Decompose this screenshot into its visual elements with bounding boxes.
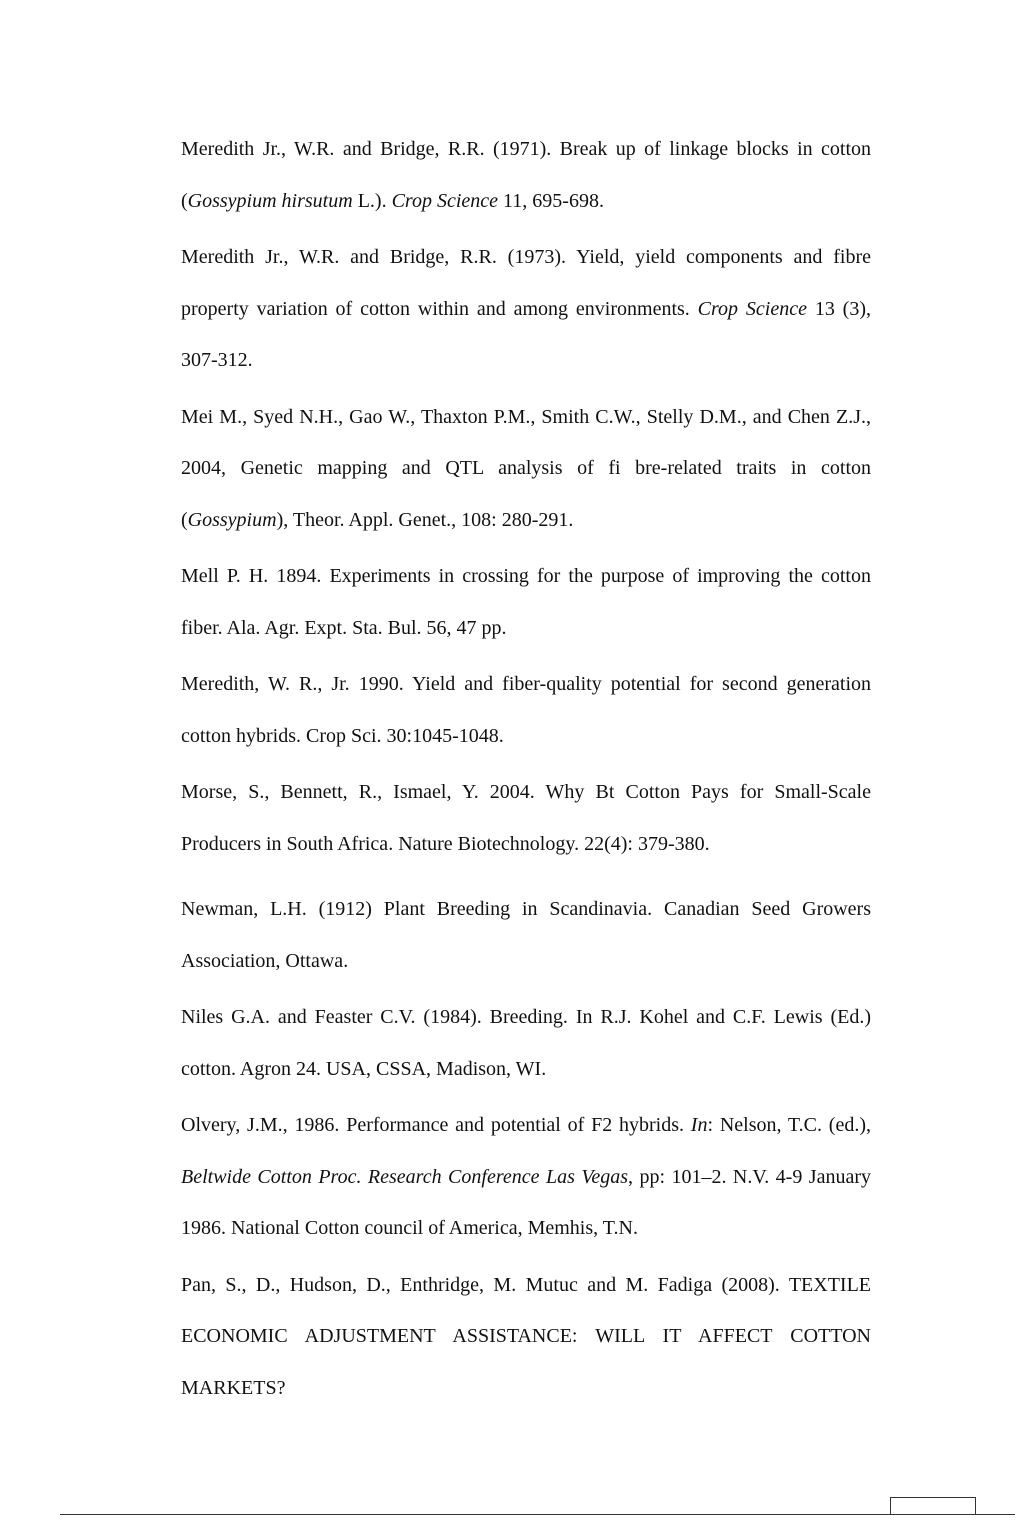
reference-text: Morse, S., Bennett, R., Ismael, Y. 2004. Why Bt Cotton Pays for Small-Scale Producers in South Africa. Nature Biotechnology. 22(4): 379-380. xyxy=(181,781,871,855)
reference-text: Niles G.A. and Feaster C.V. (1984). Breeding. In R.J. Kohel and C.F. Lewis (Ed.) cotton. Agron 24. USA, CSSA, Madison, WI. xyxy=(181,1006,871,1080)
reference-entry-mell-1894 xyxy=(181,551,871,654)
reference-italic-text: Gossypium xyxy=(187,508,277,531)
reference-list xyxy=(181,124,871,1419)
reference-italic-text: Gossypium hirsutum xyxy=(187,189,353,212)
footer-rule xyxy=(60,1514,1015,1515)
reference-text: Meredith, W. R., Jr. 1990. Yield and fiber-quality potential for second generation cotton hybrids. Crop Sci. 30:1045-1048. xyxy=(181,673,871,747)
reference-entry-newman-1912 xyxy=(181,884,871,987)
reference-text: Pan, S., D., Hudson, D., Enthridge, M. Mutuc and M. Fadiga (2008). TEXTILE ECONOMIC ADJUSTMENT ASSISTANCE: WILL IT AFFECT COTTON MARKETS? xyxy=(181,1273,871,1399)
reference-italic-text: Beltwide Cotton Proc. Research Conference Las Vegas xyxy=(181,1165,628,1188)
reference-text: : Nelson, T.C. (ed.), xyxy=(707,1114,871,1136)
reference-text: Mei M., Syed N.H., Gao W., Thaxton P.M., Smith C.W., Stelly D.M., and Chen Z.J., 2004, Genetic mapping and QTL analysis of fi bre-related traits in cotton ( xyxy=(181,405,871,531)
reference-text: Meredith Jr., W.R. and Bridge, R.R. (1973). Yield, yield components and fibre property variation of cotton within and among environments. xyxy=(181,246,871,320)
reference-entry-niles-1984 xyxy=(181,992,871,1095)
reference-entry-pan-2008 xyxy=(181,1260,871,1415)
reference-text: Meredith Jr., W.R. and Bridge, R.R. (1971). Break up of linkage blocks in cotton ( xyxy=(181,138,871,212)
reference-entry-meredith-1990 xyxy=(181,659,871,762)
reference-text: , pp: 101–2. N.V. 4-9 January 1986. National Cotton council of America, Memhis, T.N. xyxy=(181,1165,871,1239)
reference-entry-meredith-1973 xyxy=(181,232,871,387)
reference-text: Newman, L.H. (1912) Plant Breeding in Scandinavia. Canadian Seed Growers Association, Ottawa. xyxy=(181,898,871,972)
reference-entry-olvery-1986 xyxy=(181,1100,871,1255)
reference-text: ), Theor. Appl. Genet., 108: 280-291. xyxy=(276,508,574,531)
reference-text: Olvery, J.M., 1986. Performance and potential of F2 hybrids. xyxy=(181,1114,691,1136)
reference-text: 13 (3), 307-312. xyxy=(181,297,872,371)
reference-text: 11, 695-698. xyxy=(498,189,604,212)
reference-entry-meredith-1971 xyxy=(181,124,871,227)
reference-entry-mei-2004 xyxy=(181,392,871,547)
reference-entry-morse-2004 xyxy=(181,767,871,870)
reference-italic-text: Crop Science xyxy=(697,297,807,320)
footer-bracket xyxy=(890,1497,976,1514)
reference-text: Mell P. H. 1894. Experiments in crossing for the purpose of improving the cotton fiber. Ala. Agr. Expt. Sta. Bul. 56, 47 pp. xyxy=(181,565,871,639)
reference-italic-text: Crop Science xyxy=(391,189,499,212)
reference-italic-text: In xyxy=(690,1114,708,1136)
reference-text: L.). xyxy=(352,189,392,212)
